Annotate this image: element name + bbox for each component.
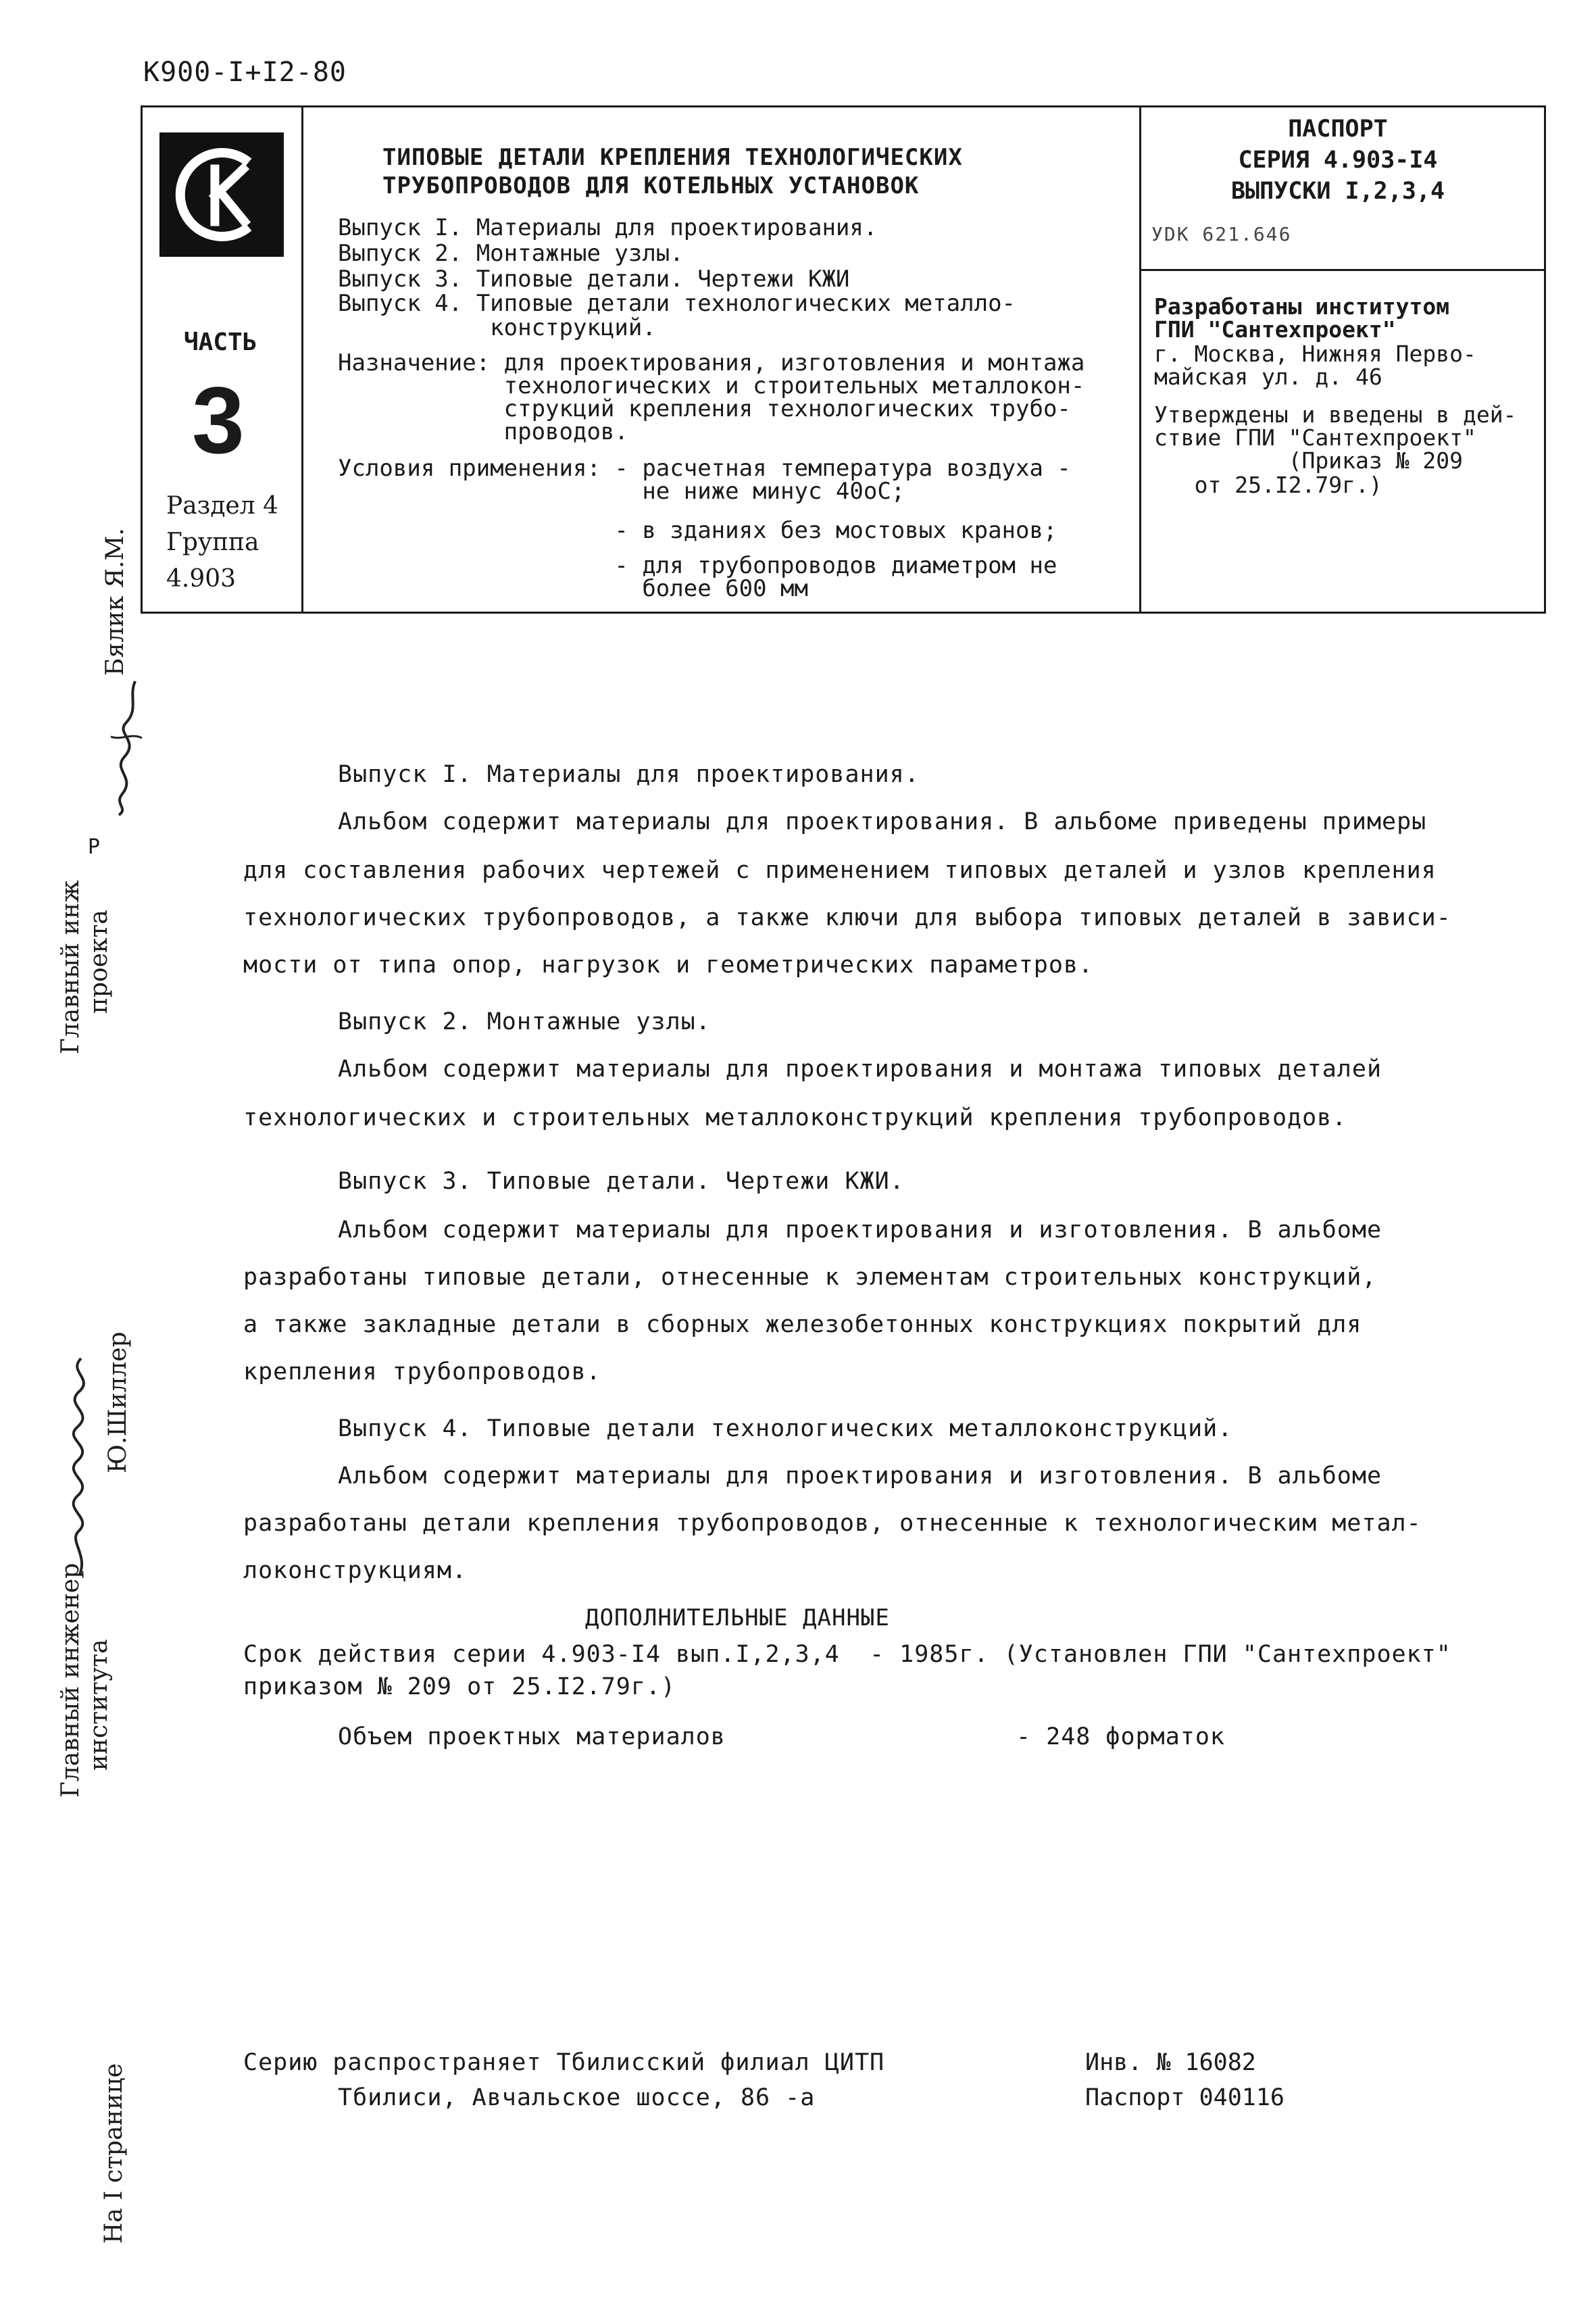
- issue-line: конструкций.: [338, 314, 656, 341]
- volume-value: - 248 форматок: [1016, 1723, 1226, 1750]
- issue1-text: технологических трубопроводов, а также ключи для выбора типовых деталей в зависи-: [243, 904, 1451, 931]
- issue4-text: разработаны детали крепления трубопроводов, отнесенные к технологическим метал-: [243, 1510, 1422, 1537]
- margin-role-chief-engineer-institute: Главный инженер: [57, 1562, 84, 1798]
- signature-shiller-icon: [54, 1352, 108, 1581]
- series-title-line1: ТИПОВЫЕ ДЕТАЛИ КРЕПЛЕНИЯ ТЕХНОЛОГИЧЕСКИХ: [382, 144, 963, 171]
- extra-data-line: приказом № 209 от 25.I2.79г.): [243, 1673, 676, 1700]
- series-title-line2: ТРУБОПРОВОДОВ ДЛЯ КОТЕЛЬНЫХ УСТАНОВОК: [382, 172, 920, 199]
- passport-block: [1142, 114, 1534, 207]
- margin-name-shiller: Ю.Шиллер: [104, 1331, 132, 1473]
- issue3-title: Выпуск 3. Типовые детали. Чертежи КЖИ.: [338, 1168, 905, 1195]
- approval-line: от 25.I2.79г.): [1154, 472, 1382, 498]
- part-number: 3: [192, 367, 245, 473]
- passport-title: ПАСПОРТ: [1288, 116, 1388, 143]
- distributor-line: Серию распространяет Тбилисский филиал ЦИТП: [243, 2049, 885, 2076]
- extra-data-line: Срок действия серии 4.903-I4 вып.I,2,3,4 - 1985г. (Установлен ГПИ "Сантехпроект": [243, 1641, 1451, 1668]
- issue3-text: а также закладные детали в сборных железобетонных конструкциях покрытий для: [243, 1311, 1362, 1338]
- udk-code: УDК 621.646: [1151, 223, 1292, 245]
- extra-data-title: ДОПОЛНИТЕЛЬНЫЕ ДАННЫЕ: [585, 1604, 890, 1631]
- distributor-address: Тбилиси, Авчальское шоссе, 86 -а: [338, 2084, 816, 2111]
- purpose-line: технологических и строительных металлокон-: [338, 372, 1085, 399]
- developer-line: ГПИ "Сантехпроект": [1154, 316, 1396, 343]
- issue1-text: для составления рабочих чертежей с применением типовых деталей и узлов крепления: [243, 857, 1437, 884]
- issue4-text: локонструкциям.: [243, 1557, 468, 1584]
- issue-line: Выпуск 2. Монтажные узлы.: [338, 240, 684, 267]
- document-code: К900-I+I2-80: [143, 57, 347, 88]
- issue-line: Выпуск I. Материалы для проектирования.: [338, 214, 878, 241]
- purpose-line: струкций крепления технологических трубо-: [338, 395, 1071, 422]
- purpose-line: проводов.: [338, 418, 628, 445]
- margin-page-note: На I странице: [100, 2063, 128, 2244]
- passport-number: Паспорт 040116: [1085, 2084, 1285, 2111]
- group-number: 4.903: [166, 565, 236, 593]
- developer-line: г. Москва, Нижняя Перво-: [1154, 341, 1476, 367]
- issue2-text: Альбом содержит материалы для проектирования и монтажа типовых деталей: [338, 1056, 1382, 1083]
- section-label: Раздел 4: [166, 492, 279, 520]
- conditions-line: - для трубопроводов диаметром не: [338, 552, 1057, 579]
- developer-line: Разработаны институтом: [1154, 293, 1450, 320]
- margin-role-institute: института: [85, 1639, 113, 1771]
- issue4-text: Альбом содержит материалы для проектирования и изготовления. В альбоме: [338, 1462, 1382, 1490]
- series-title: [382, 143, 963, 200]
- conditions-line: не ниже минус 40оС;: [338, 478, 905, 505]
- developer-line: майская ул. д. 46: [1154, 364, 1382, 390]
- frame-divider-left: [301, 105, 303, 614]
- issue1-text: Альбом содержит материалы для проектирования. В альбоме приведены примеры: [338, 808, 1427, 835]
- issue-line: Выпуск 3. Типовые детали. Чертежи КЖИ: [338, 266, 850, 293]
- approval-line: (Приказ № 209: [1154, 447, 1463, 474]
- frame-divider-right: [1139, 105, 1141, 614]
- passport-issues: ВЫПУСКИ I,2,3,4: [1230, 178, 1445, 205]
- issue3-text: разработаны типовые детали, отнесенные к элементам строительных конструкций,: [243, 1264, 1377, 1291]
- conditions-line: Условия применения: - расчетная температура воздуха -: [338, 455, 1071, 482]
- issue3-text: крепления трубопроводов.: [243, 1358, 601, 1385]
- approval-line: Утверждены и введены в дей-: [1154, 401, 1517, 428]
- ck-logo-icon: [159, 132, 284, 257]
- conditions-line: более 600 мм: [338, 575, 808, 602]
- volume-label: Объем проектных материалов: [338, 1723, 726, 1750]
- margin-name-bialik: Бялик Я.М.: [101, 528, 129, 676]
- purpose-line: Назначение: для проектирования, изготовления и монтажа: [338, 349, 1085, 376]
- signature-bialik-icon: [101, 676, 155, 818]
- passport-series: СЕРИЯ 4.903-I4: [1238, 147, 1438, 174]
- issue1-title: Выпуск I. Материалы для проектирования.: [338, 761, 920, 788]
- margin-role-project: проекта: [85, 910, 113, 1014]
- group-label: Группа: [166, 528, 259, 556]
- issue3-text: Альбом содержит материалы для проектирования и изготовления. В альбоме: [338, 1216, 1382, 1244]
- issue-line: Выпуск 4. Типовые детали технологических металло-: [338, 290, 1016, 317]
- margin-signature-mark: Р: [88, 835, 101, 859]
- frame-divider-passport: [1139, 269, 1546, 271]
- approval-line: ствие ГПИ "Сантехпроект": [1154, 424, 1476, 451]
- issue1-text: мости от типа опор, нагрузок и геометрических параметров.: [243, 952, 1094, 979]
- conditions-line: - в зданиях без мостовых кранов;: [338, 517, 1057, 544]
- issue4-title: Выпуск 4. Типовые детали технологических металлоконструкций.: [338, 1415, 1233, 1442]
- issue2-text: технологических и строительных металлоконструкций крепления трубопроводов.: [243, 1104, 1347, 1131]
- issue2-title: Выпуск 2. Монтажные узлы.: [338, 1008, 711, 1035]
- margin-role-chief-engineer-project: Главный инж: [57, 880, 84, 1054]
- part-label: ЧАСТЬ: [184, 328, 257, 356]
- inventory-number: Инв. № 16082: [1085, 2049, 1256, 2076]
